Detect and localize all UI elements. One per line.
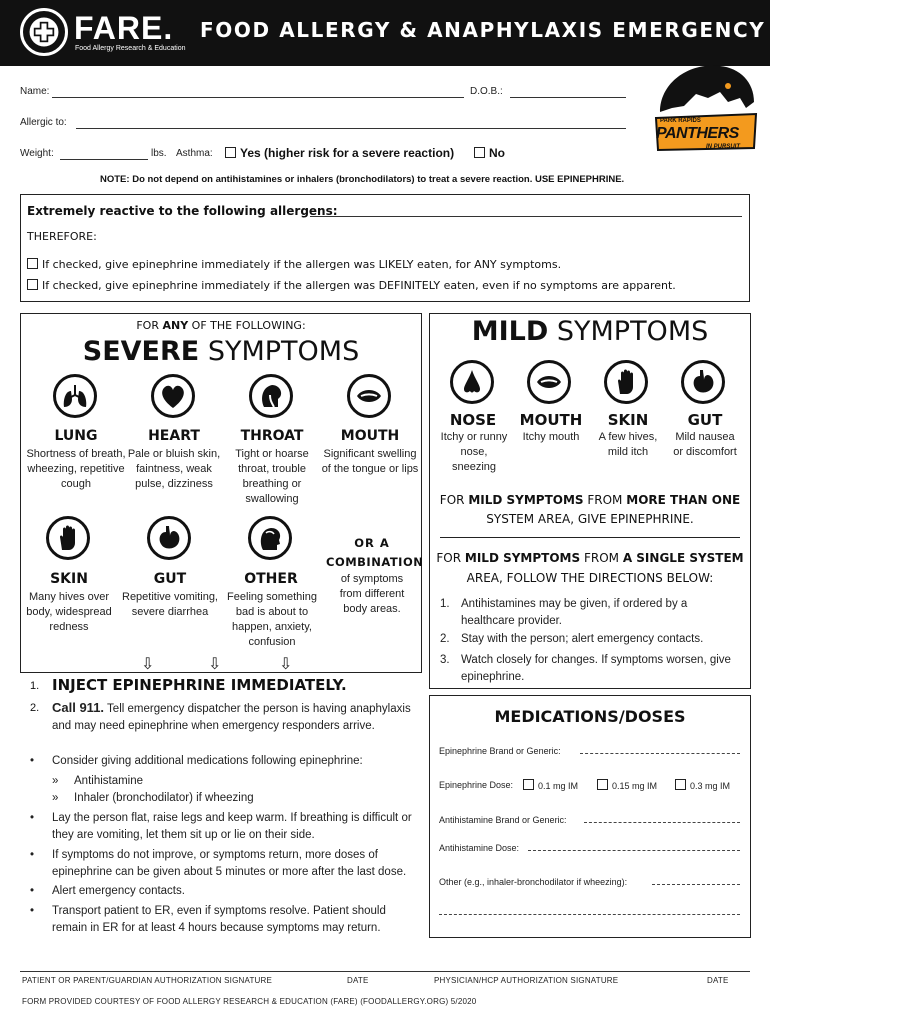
fare-cross-icon <box>20 8 68 56</box>
severe-label-throat: THROAT <box>240 428 304 444</box>
bullet-transport-er: Transport patient to ER, even if symptoms resolve. Patient should remain in ER for at least 4 hours because symptoms may return. <box>52 905 386 934</box>
mild-step-number: 1. <box>440 598 450 610</box>
bullet-glyph: • <box>30 905 35 917</box>
mild-step-number: 3. <box>440 654 450 666</box>
asthma-no-checkbox[interactable] <box>474 147 485 158</box>
other-field[interactable] <box>652 875 740 885</box>
weight-field[interactable] <box>60 148 148 160</box>
bullet-glyph: • <box>30 849 35 861</box>
asthma-yes-option[interactable] <box>225 146 454 160</box>
mild-label-skin: SKIN <box>607 411 649 429</box>
mouth-icon <box>347 374 391 418</box>
mild-desc-mouth: Itchy mouth <box>522 431 580 443</box>
definitely-option[interactable] <box>27 279 676 292</box>
fare-logo-subtitle: Food Allergy Research & Education <box>75 45 186 52</box>
sub-bullet-glyph: » <box>52 792 59 804</box>
dose-015-label: 0.15 mg IM <box>612 781 658 791</box>
mild-step-antihistamines: Antihistamines may be given, if ordered by a healthcare provider. <box>461 598 688 627</box>
mild-step-watch: Watch closely for changes. If symptoms worsen, give epinephrine. <box>461 654 731 683</box>
mild-step-number: 2. <box>440 633 450 645</box>
dose-01-option[interactable] <box>523 779 578 791</box>
mild-more-than-one: FOR MILD SYMPTOMS FROM MORE THAN ONE <box>439 493 741 507</box>
patient-signature-label: PATIENT OR PARENT/GUARDIAN AUTHORIZATION SIGNATURE <box>22 976 273 985</box>
mild-desc-skin: A few hives, mild itch <box>598 431 658 458</box>
severe-desc-lung: Shortness of breath, wheezing, repetitive cough <box>26 448 126 490</box>
courtesy-note: FORM PROVIDED COURTESY OF FOOD ALLERGY RESEARCH & EDUCATION (FARE) (FOODALLERGY.ORG) 5/2020 <box>22 997 477 1006</box>
epi-dose-label: Epinephrine Dose: <box>439 780 514 790</box>
sub-inhaler: Inhaler (bronchodilator) if wheezing <box>74 792 254 804</box>
allergic-field[interactable] <box>76 117 626 129</box>
combo-line2: COMBINATION <box>326 555 424 569</box>
skin-hand-icon <box>46 516 90 560</box>
panthers-logo-line2: PANTHERS <box>656 125 739 142</box>
gut-stomach-icon <box>147 516 191 560</box>
bullet-glyph: • <box>30 755 35 767</box>
bullet-more-doses: If symptoms do not improve, or symptoms return, more doses of epinephrine can be given about 5 minutes or more after the last dose. <box>52 849 407 878</box>
severe-desc-gut: Repetitive vomiting, severe diarrhea <box>122 591 218 618</box>
anti-brand-label: Antihistamine Brand or Generic: <box>439 815 567 825</box>
severe-label-skin: SKIN <box>50 571 88 587</box>
severe-title: SEVERE SYMPTOMS <box>82 336 360 367</box>
mild-divider <box>440 537 740 538</box>
epi-brand-label: Epinephrine Brand or Generic: <box>439 746 561 756</box>
dob-field[interactable] <box>510 86 626 98</box>
severe-label-heart: HEART <box>148 428 200 444</box>
fare-logo-text: FARE. <box>74 10 174 46</box>
mild-label-gut: GUT <box>687 411 723 429</box>
weight-label: Weight: <box>20 148 54 159</box>
heart-icon <box>151 374 195 418</box>
asthma-no-option[interactable] <box>474 146 505 160</box>
step2-number: 2. <box>30 702 40 714</box>
mouth-icon <box>527 360 571 404</box>
physician-signature-label: PHYSICIAN/HCP AUTHORIZATION SIGNATURE <box>434 976 619 985</box>
severe-desc-throat: Tight or hoarse throat, trouble breathing or swallowing <box>235 448 309 505</box>
panthers-logo <box>650 52 762 164</box>
likely-checkbox[interactable] <box>27 258 38 269</box>
dose-015-checkbox[interactable] <box>597 779 608 790</box>
bullet-lay-flat: Lay the person flat, raise legs and keep warm. If breathing is difficult or they are vomiting, let them sit up or lie on their side. <box>52 812 412 841</box>
mild-desc-gut: Mild nausea or discomfort <box>673 431 737 458</box>
nose-icon <box>450 360 494 404</box>
lung-icon <box>53 374 97 418</box>
panthers-logo-line3: IN PURSUIT <box>706 144 741 150</box>
bullet-alert-contacts: Alert emergency contacts. <box>52 885 185 897</box>
name-field[interactable] <box>52 86 464 98</box>
severe-desc-heart: Pale or bluish skin, faintness, weak pulse, dizziness <box>127 448 221 490</box>
dose-015-option[interactable] <box>597 779 657 791</box>
severe-desc-skin: Many hives over body, widespread redness <box>26 591 112 633</box>
epi-brand-field[interactable] <box>580 744 740 754</box>
mild-more-than-one-line2: SYSTEM AREA, GIVE EPINEPHRINE. <box>486 512 694 526</box>
severe-desc-mouth: Significant swelling of the tongue or lips <box>321 448 419 475</box>
allergens-heading: Extremely reactive to the following allergens: <box>27 204 338 218</box>
definitely-checkbox[interactable] <box>27 279 38 290</box>
mild-label-mouth: MOUTH <box>519 411 583 429</box>
dose-01-checkbox[interactable] <box>523 779 534 790</box>
other-head-icon <box>248 516 292 560</box>
step1-number: 1. <box>30 680 40 692</box>
down-arrow-icon: ⇩ <box>141 656 155 673</box>
allergens-field[interactable] <box>310 205 742 217</box>
lbs-label: lbs. <box>151 148 167 159</box>
severe-label-other: OTHER <box>244 571 298 587</box>
combo-desc: of symptoms from different body areas. <box>339 573 405 615</box>
mild-step-stay: Stay with the person; alert emergency contacts. <box>461 633 704 645</box>
down-arrow-icon: ⇩ <box>208 656 222 673</box>
definitely-label: If checked, give epinephrine immediately if the allergen was DEFINITELY eaten, even if no symptoms are apparent. <box>42 279 676 292</box>
mild-single-system: FOR MILD SYMPTOMS FROM A SINGLE SYSTEM <box>436 551 744 565</box>
sub-bullet-glyph: » <box>52 775 59 787</box>
mild-single-system-line2: AREA, FOLLOW THE DIRECTIONS BELOW: <box>466 571 714 585</box>
throat-icon <box>249 374 293 418</box>
panthers-logo-line1: PARK RAPIDS <box>660 118 701 124</box>
asthma-yes-checkbox[interactable] <box>225 147 236 158</box>
bullet-glyph: • <box>30 885 35 897</box>
mild-label-nose: NOSE <box>449 411 497 429</box>
likely-option[interactable] <box>27 258 561 271</box>
other-label: Other (e.g., inhaler-bronchodilator if wheezing): <box>439 877 628 887</box>
signature-line[interactable] <box>20 971 750 972</box>
medications-title: MEDICATIONS/DOSES <box>494 707 686 726</box>
bullet-consider-meds: Consider giving additional medications following epinephrine: <box>52 755 363 767</box>
date-label: DATE <box>707 976 729 985</box>
mild-desc-nose: Itchy or runny nose, sneezing <box>440 431 508 473</box>
severe-label-lung: LUNG <box>54 428 98 444</box>
note: NOTE: Do not depend on antihistamines or inhalers (bronchodilators) to treat a severe reaction. USE EPINEPHRINE. <box>100 174 625 185</box>
likely-label: If checked, give epinephrine immediately if the allergen was LIKELY eaten, for ANY symptoms. <box>42 258 562 271</box>
dose-03-label: 0.3 mg IM <box>690 781 731 791</box>
asthma-yes-label: Yes (higher risk for a severe reaction) <box>240 146 455 160</box>
bullet-glyph: • <box>30 812 35 824</box>
page-title: FOOD ALLERGY & ANAPHYLAXIS EMERGENCY CARE PLAN <box>200 18 914 42</box>
dose-03-option[interactable] <box>675 779 730 791</box>
down-arrow-icon: ⇩ <box>279 656 293 673</box>
anti-brand-field[interactable] <box>584 813 740 823</box>
anti-dose-field[interactable] <box>528 841 740 851</box>
gut-stomach-icon <box>681 360 725 404</box>
asthma-no-label: No <box>489 146 505 160</box>
skin-hand-icon <box>604 360 648 404</box>
name-label: Name: <box>20 86 50 97</box>
dose-01-label: 0.1 mg IM <box>538 781 579 791</box>
anti-dose-label: Antihistamine Dose: <box>439 843 520 853</box>
asthma-label: Asthma: <box>176 148 213 159</box>
therefore-label: THEREFORE: <box>27 230 97 243</box>
step2-call-911: Call 911. Tell emergency dispatcher the person is having anaphylaxis and may need epinephrine when emergency responders arrive. <box>52 700 411 732</box>
severe-for-any: FOR ANY OF THE FOLLOWING: <box>136 319 306 332</box>
date-label: DATE <box>347 976 369 985</box>
combo-line1: OR A <box>354 536 390 550</box>
severe-label-gut: GUT <box>153 571 187 587</box>
severe-desc-other: Feeling something bad is about to happen, anxiety, confusion <box>227 591 317 648</box>
severe-label-mouth: MOUTH <box>340 428 400 444</box>
dose-03-checkbox[interactable] <box>675 779 686 790</box>
other-field-line2[interactable] <box>439 905 740 915</box>
dob-label: D.O.B.: <box>470 86 503 97</box>
step1-inject: INJECT EPINEPHRINE IMMEDIATELY. <box>52 676 347 694</box>
sub-antihistamine: Antihistamine <box>74 775 144 787</box>
mild-title: MILD SYMPTOMS <box>471 316 709 347</box>
allergic-label: Allergic to: <box>20 117 67 128</box>
